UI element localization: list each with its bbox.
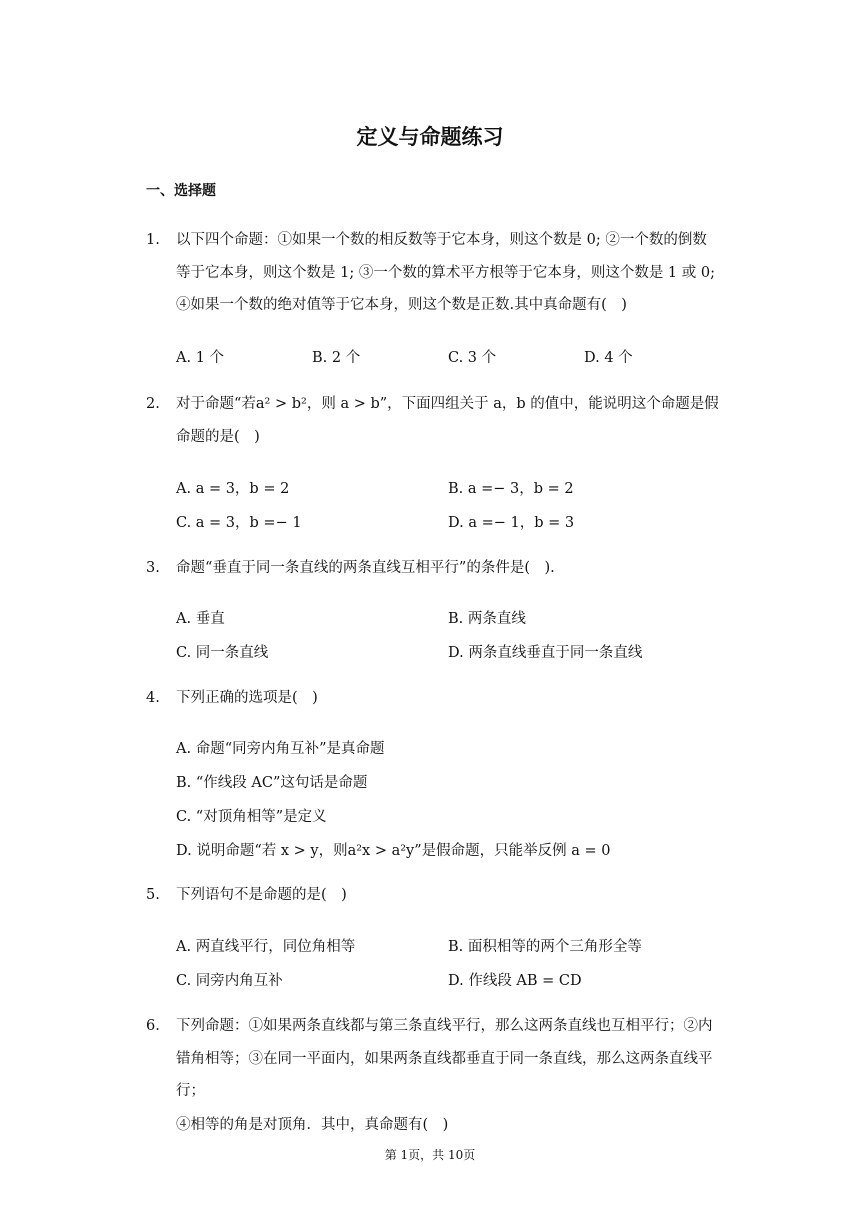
option-d: D. 两条直线垂直于同一条直线 [448,645,643,661]
option-a: A. 两直线平行，同位角相等 [176,939,356,955]
question-number: 2. [146,396,160,412]
option-d: D. 说明命题“若 x > y，则a²x > a²y”是假命题，只能举反例 a = 0 [176,843,611,859]
question-text: 以下四个命题：①如果一个数的相反数等于它本身，则这个数是 0; ②一个数的倒数等于它本身，则这个数是 1; ③一个数的算术平方根等于它本身，则这个数是 1 或 0; ④如果一个数的绝对值等于它本身，则这个数是正数.其中真命题有( ) [176,232,715,313]
option-a: A. 命题“同旁内角互补”是真命题 [176,741,385,757]
option-b: B. 面积相等的两个三角形全等 [448,939,642,955]
option-d: D. 4 个 [584,350,633,366]
option-a: A. a = 3，b = 2 [176,481,290,497]
question-number: 4. [146,690,160,706]
question-number: 3. [146,560,160,576]
page-footer: 第 1页，共 10页 [384,1148,476,1162]
option-c: C. 同旁内角互补 [176,973,283,989]
option-c: C. a = 3，b =− 1 [176,515,302,531]
option-a: A. 1 个 [176,350,225,366]
question-text: 下列命题：①如果两条直线都与第三条直线平行，那么这两条直线也互相平行；②内错角相等；③在同一平面内，如果两条直线都垂直于同一条直线，那么这两条直线平行； [176,1018,713,1099]
question-number: 6. [146,1018,160,1034]
question-text: 对于命题“若a² > b²，则 a > b”，下面四组关于 a，b 的值中，能说明这个命题是假命题的是( ) [176,396,719,445]
option-c: C. 同一条直线 [176,645,269,661]
option-d: D. 作线段 AB = CD [448,973,582,989]
section-heading: 一、选择题 [146,183,216,199]
option-c: C. “对顶角相等”是定义 [176,809,327,825]
option-a: A. 垂直 [176,611,225,627]
question-number: 1. [146,232,160,248]
option-b: B. 两条直线 [448,611,526,627]
question-text: 下列正确的选项是( ) [176,690,318,706]
option-b: B. “作线段 AC”这句话是命题 [176,775,368,791]
option-c: C. 3 个 [448,350,497,366]
option-b: B. 2 个 [312,350,361,366]
question-number: 5. [146,887,160,903]
page-title: 定义与命题练习 [356,125,504,149]
question-text-continued: ④相等的角是对顶角．其中，真命题有( ) [176,1117,449,1133]
option-d: D. a =− 1，b = 3 [448,515,575,531]
question-text: 命题“垂直于同一条直线的两条直线互相平行”的条件是( ). [176,560,555,576]
question-text: 下列语句不是命题的是( ) [176,887,347,903]
option-b: B. a =− 3，b = 2 [448,481,574,497]
